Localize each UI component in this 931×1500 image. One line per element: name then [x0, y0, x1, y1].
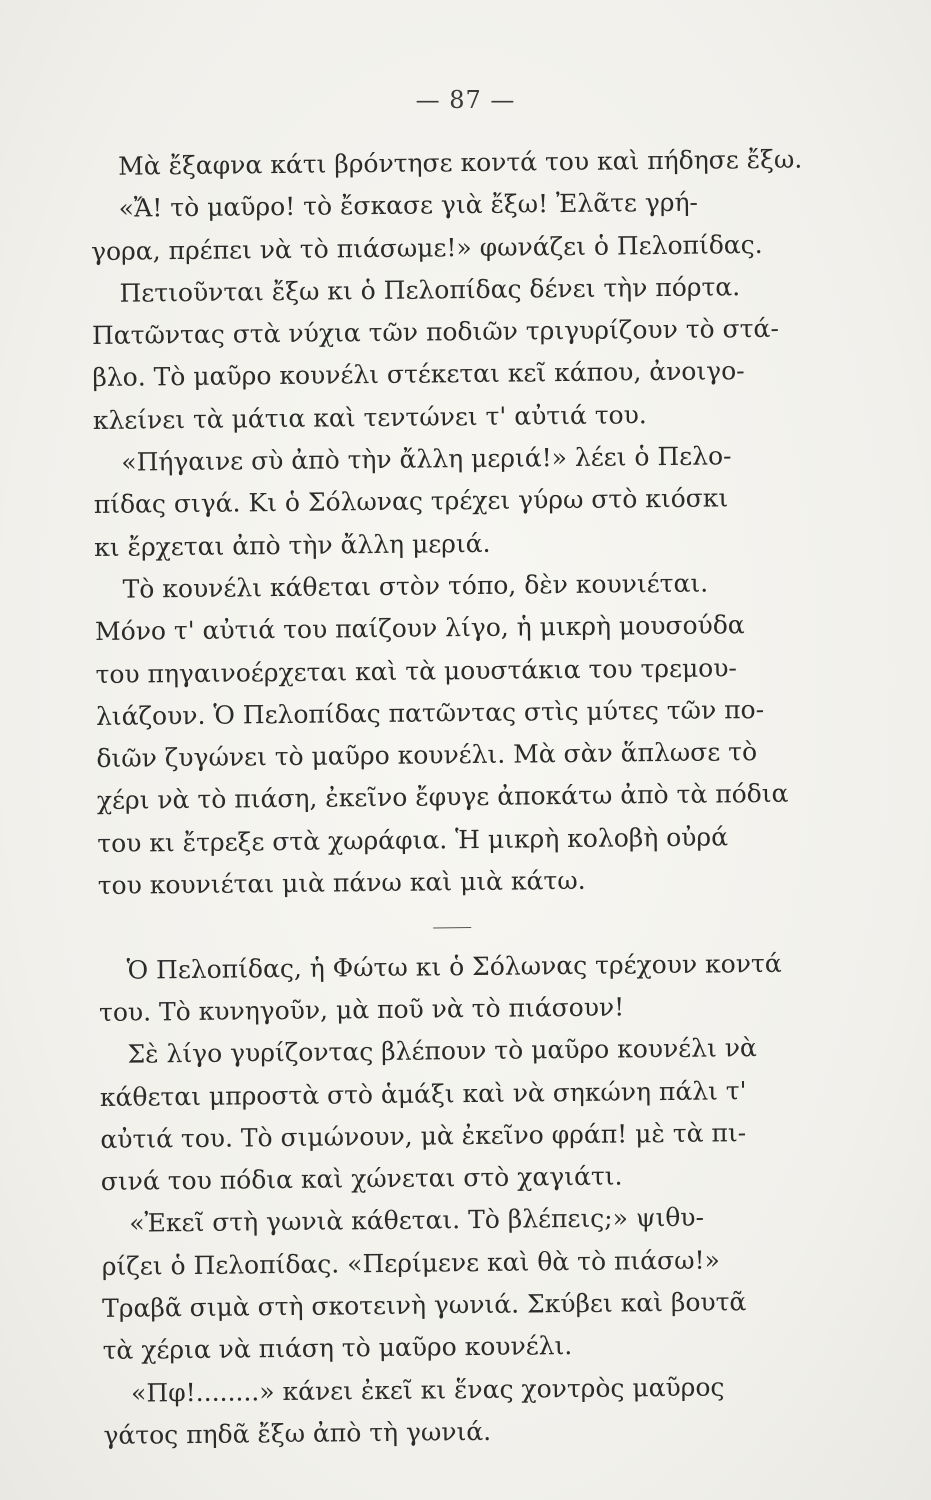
text-line: Ὁ Πελοπίδας, ἡ Φώτω κι ὁ Σόλωνας τρέχουν κοντά [126, 948, 782, 985]
separator-line [433, 927, 471, 928]
text-line: Πετιοῦνται ἔξω κι ὁ Πελοπίδας δένει τὴν πόρτα. [119, 272, 741, 308]
text-line: «Πήγαινε σὺ ἀπὸ τὴν ἄλλη μεριά!» λέει ὁ Πελο- [121, 441, 732, 477]
text-line: του. Τὸ κυνηγοῦν, μὰ ποῦ νὰ τὸ πιάσουν! [98, 992, 625, 1027]
text-line: κλείνει τὰ μάτια καὶ τεντώνει τ' αὐτιά του. [92, 399, 647, 435]
section-separator [98, 900, 838, 950]
text-line: σινά του πόδια καὶ χώνεται στὸ χαγιάτι. [100, 1161, 623, 1197]
text-line: «Πφ!........» κάνει ἐκεῖ κι ἕνας χοντρὸς μαῦρος [130, 1372, 725, 1408]
text-line: του κι ἔτρεξε στὰ χωράφια. Ἡ μικρὴ κολοβὴ οὐρά [97, 822, 729, 858]
text-line: «Ἄ! τὸ μαῦρο! τὸ ἔσκασε γιὰ ἔξω! Ἐλᾶτε γρή- [118, 187, 699, 223]
text-line: γάτος πηδᾶ ἔξω ἀπὸ τὴ γωνιά. [103, 1416, 492, 1450]
text-line: «Ἐκεῖ στὴ γωνιὰ κάθεται. Τὸ βλέπεις;» ψιθυ- [129, 1203, 705, 1239]
text-line: Μόνο τ' αὐτιά του παίζουν λίγο, ἡ μικρὴ μουσούδα [94, 610, 745, 647]
text-line: κι ἔρχεται ἀπὸ τὴν ἄλλη μεριά. [94, 528, 491, 562]
text-line: Τὸ κουνέλι κάθεται στὸν τόπο, δὲν κουνιέται. [122, 568, 709, 604]
text-line: Πατῶντας στὰ νύχια τῶν ποδιῶν τριγυρίζουν τὸ στά- [91, 313, 779, 351]
text-line: Σὲ λίγο γυρίζοντας βλέπουν τὸ μαῦρο κουνέλι νὰ [127, 1033, 757, 1069]
page-number: — 87 — [415, 86, 516, 114]
text-line: γορα, πρέπει νὰ τὸ πιάσωμε!» φωνάζει ὁ Πελοπίδας. [90, 229, 763, 266]
text-line: του πηγαινοέρχεται καὶ τὰ μουστάκια του τρεμου- [95, 652, 738, 689]
text-line: αὐτιά του. Τὸ σιμώνουν, μὰ ἐκεῖνο φράπ! μὲ τὰ πι- [100, 1118, 747, 1154]
text-line: Τραβᾶ σιμὰ στὴ σκοτεινὴ γωνιά. Σκύβει καὶ βουτᾶ [102, 1287, 747, 1323]
text-line: ρίζει ὁ Πελοπίδας. «Περίμενε καὶ θὰ τὸ πιάσω!» [101, 1245, 721, 1281]
text-line: τὰ χέρια νὰ πιάση τὸ μαῦρο κουνέλι. [102, 1331, 573, 1366]
text-line: διῶν ζυγώνει τὸ μαῦρο κουνέλι. Μὰ σὰν ἅπλωσε τὸ [96, 737, 758, 774]
text-line: κάθεται μπροστὰ στὸ ἁμάξι καὶ νὰ σηκώνη πάλι τ' [99, 1075, 747, 1112]
body-text [90, 138, 844, 1457]
text-line: βλο. Τὸ μαῦρο κουνέλι στέκεται κεῖ κάπου, ἀνοιγο- [92, 356, 745, 393]
text-line: πίδας σιγά. Κι ὁ Σόλωνας τρέχει γύρω στὸ κιόσκι [93, 483, 729, 520]
text-line: Μὰ ἔξαφνα κάτι βρόντησε κοντά του καὶ πήδησε ἔξω. [118, 144, 803, 181]
text-line: λιάζουν. Ὁ Πελοπίδας πατῶντας στὶς μύτες τῶν πο- [95, 694, 765, 731]
text-line: του κουνιέται μιὰ πάνω καὶ μιὰ κάτω. [97, 865, 586, 901]
text-line: χέρι νὰ τὸ πιάση, ἐκεῖνο ἔφυγε ἀποκάτω ἀπὸ τὰ πόδια [96, 779, 789, 816]
